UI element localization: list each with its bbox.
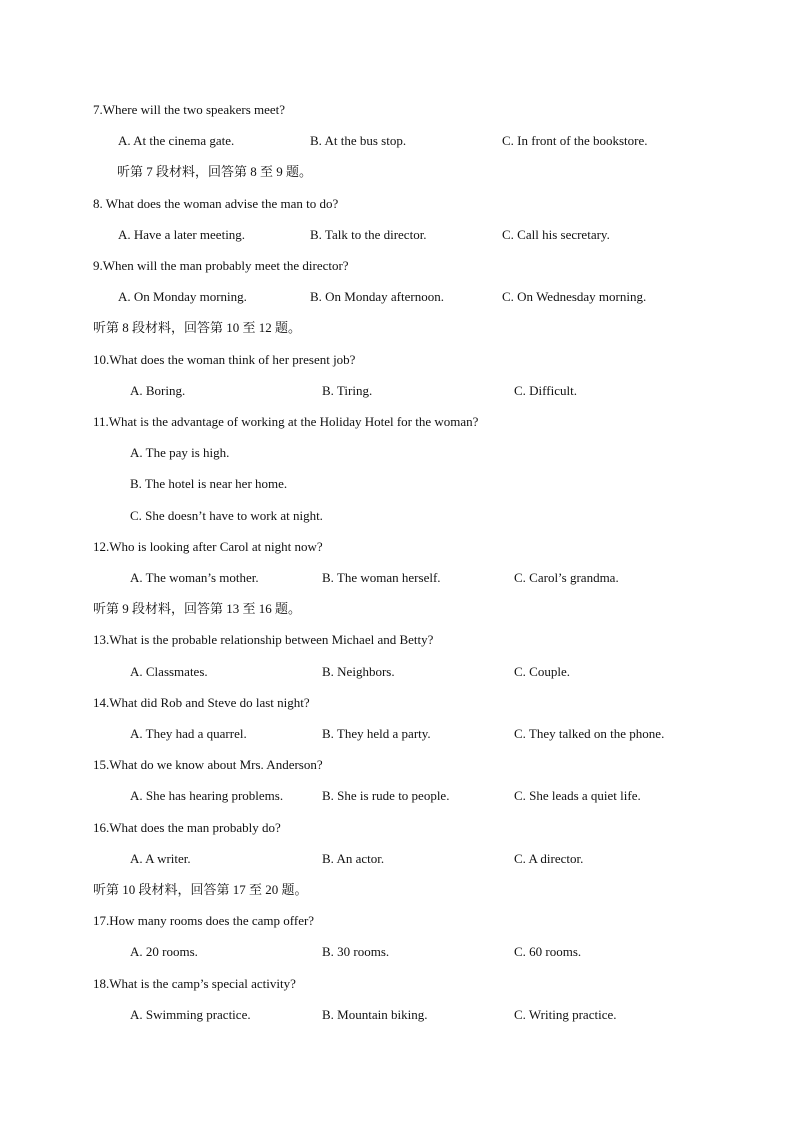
option-b: B. Mountain biking. bbox=[322, 1007, 428, 1022]
question-line bbox=[0, 412, 794, 432]
question-text: 15.What do we know about Mrs. Anderson? bbox=[93, 757, 323, 772]
question-line bbox=[0, 818, 794, 838]
option-a: A. Swimming practice. bbox=[130, 1007, 251, 1022]
options-line bbox=[0, 568, 794, 588]
option-a: A. On Monday morning. bbox=[118, 289, 247, 304]
option-c: C. Difficult. bbox=[514, 383, 577, 398]
option-a: A. The pay is high. bbox=[130, 445, 230, 460]
option-c: C. She doesn’t have to work at night. bbox=[130, 508, 323, 523]
section-instruction-text: 听第 8 段材料，回答第 10 至 12 题。 bbox=[93, 320, 302, 335]
option-c: C. 60 rooms. bbox=[514, 944, 582, 959]
question-line bbox=[0, 194, 794, 214]
option-a: A. At the cinema gate. bbox=[118, 133, 235, 148]
option-line bbox=[0, 474, 794, 494]
option-line bbox=[0, 443, 794, 463]
option-a: A. A writer. bbox=[130, 851, 191, 866]
question-line bbox=[0, 630, 794, 650]
question-line bbox=[0, 755, 794, 775]
option-b: B. They held a party. bbox=[322, 726, 431, 741]
section-instruction bbox=[0, 599, 794, 619]
question-line bbox=[0, 974, 794, 994]
question-line bbox=[0, 693, 794, 713]
question-text: 17.How many rooms does the camp offer? bbox=[93, 913, 315, 928]
section-instruction bbox=[0, 162, 794, 182]
options-line bbox=[0, 381, 794, 401]
options-line bbox=[0, 942, 794, 962]
options-line bbox=[0, 724, 794, 744]
question-text: 7.Where will the two speakers meet? bbox=[93, 102, 286, 117]
question-text: 13.What is the probable relationship between Michael and Betty? bbox=[93, 632, 434, 647]
option-b: B. An actor. bbox=[322, 851, 385, 866]
option-a: A. The woman’s mother. bbox=[130, 570, 259, 585]
options-line bbox=[0, 849, 794, 869]
section-instruction bbox=[0, 318, 794, 338]
option-b: B. Talk to the director. bbox=[310, 227, 427, 242]
question-line bbox=[0, 537, 794, 557]
question-line bbox=[0, 911, 794, 931]
question-text: 8. What does the woman advise the man to do? bbox=[93, 196, 339, 211]
question-text: 16.What does the man probably do? bbox=[93, 820, 281, 835]
option-c: C. Writing practice. bbox=[514, 1007, 617, 1022]
question-line bbox=[0, 100, 794, 120]
option-c: C. Couple. bbox=[514, 664, 570, 679]
option-c: C. In front of the bookstore. bbox=[502, 133, 648, 148]
option-b: B. The woman herself. bbox=[322, 570, 441, 585]
option-b: B. The hotel is near her home. bbox=[130, 476, 288, 491]
options-line bbox=[0, 662, 794, 682]
option-a: A. They had a quarrel. bbox=[130, 726, 247, 741]
option-c: C. A director. bbox=[514, 851, 584, 866]
options-line bbox=[0, 287, 794, 307]
option-line bbox=[0, 506, 794, 526]
option-c: C. Carol’s grandma. bbox=[514, 570, 619, 585]
question-text: 12.Who is looking after Carol at night now? bbox=[93, 539, 323, 554]
options-line bbox=[0, 225, 794, 245]
section-instruction bbox=[0, 880, 794, 900]
option-b: B. On Monday afternoon. bbox=[310, 289, 444, 304]
option-a: A. Have a later meeting. bbox=[118, 227, 246, 242]
option-a: A. She has hearing problems. bbox=[130, 788, 284, 803]
section-instruction-text: 听第 10 段材料，回答第 17 至 20 题。 bbox=[93, 882, 308, 897]
section-instruction-text: 听第 9 段材料，回答第 13 至 16 题。 bbox=[93, 601, 302, 616]
option-b: B. 30 rooms. bbox=[322, 944, 390, 959]
option-c: C. On Wednesday morning. bbox=[502, 289, 647, 304]
question-text: 14.What did Rob and Steve do last night? bbox=[93, 695, 310, 710]
option-a: A. 20 rooms. bbox=[130, 944, 198, 959]
option-c: C. Call his secretary. bbox=[502, 227, 610, 242]
option-c: C. She leads a quiet life. bbox=[514, 788, 641, 803]
option-b: B. She is rude to people. bbox=[322, 788, 450, 803]
options-line bbox=[0, 1005, 794, 1025]
question-text: 18.What is the camp’s special activity? bbox=[93, 976, 296, 991]
options-line bbox=[0, 786, 794, 806]
option-a: A. Classmates. bbox=[130, 664, 208, 679]
option-b: B. Neighbors. bbox=[322, 664, 395, 679]
option-c: C. They talked on the phone. bbox=[514, 726, 665, 741]
question-line bbox=[0, 256, 794, 276]
option-a: A. Boring. bbox=[130, 383, 186, 398]
question-line bbox=[0, 350, 794, 370]
section-instruction-text: 听第 7 段材料，回答第 8 至 9 题。 bbox=[117, 164, 313, 179]
option-b: B. At the bus stop. bbox=[310, 133, 407, 148]
question-text: 11.What is the advantage of working at the Holiday Hotel for the woman? bbox=[93, 414, 479, 429]
option-b: B. Tiring. bbox=[322, 383, 373, 398]
question-text: 10.What does the woman think of her present job? bbox=[93, 352, 356, 367]
options-line bbox=[0, 131, 794, 151]
question-text: 9.When will the man probably meet the director? bbox=[93, 258, 349, 273]
